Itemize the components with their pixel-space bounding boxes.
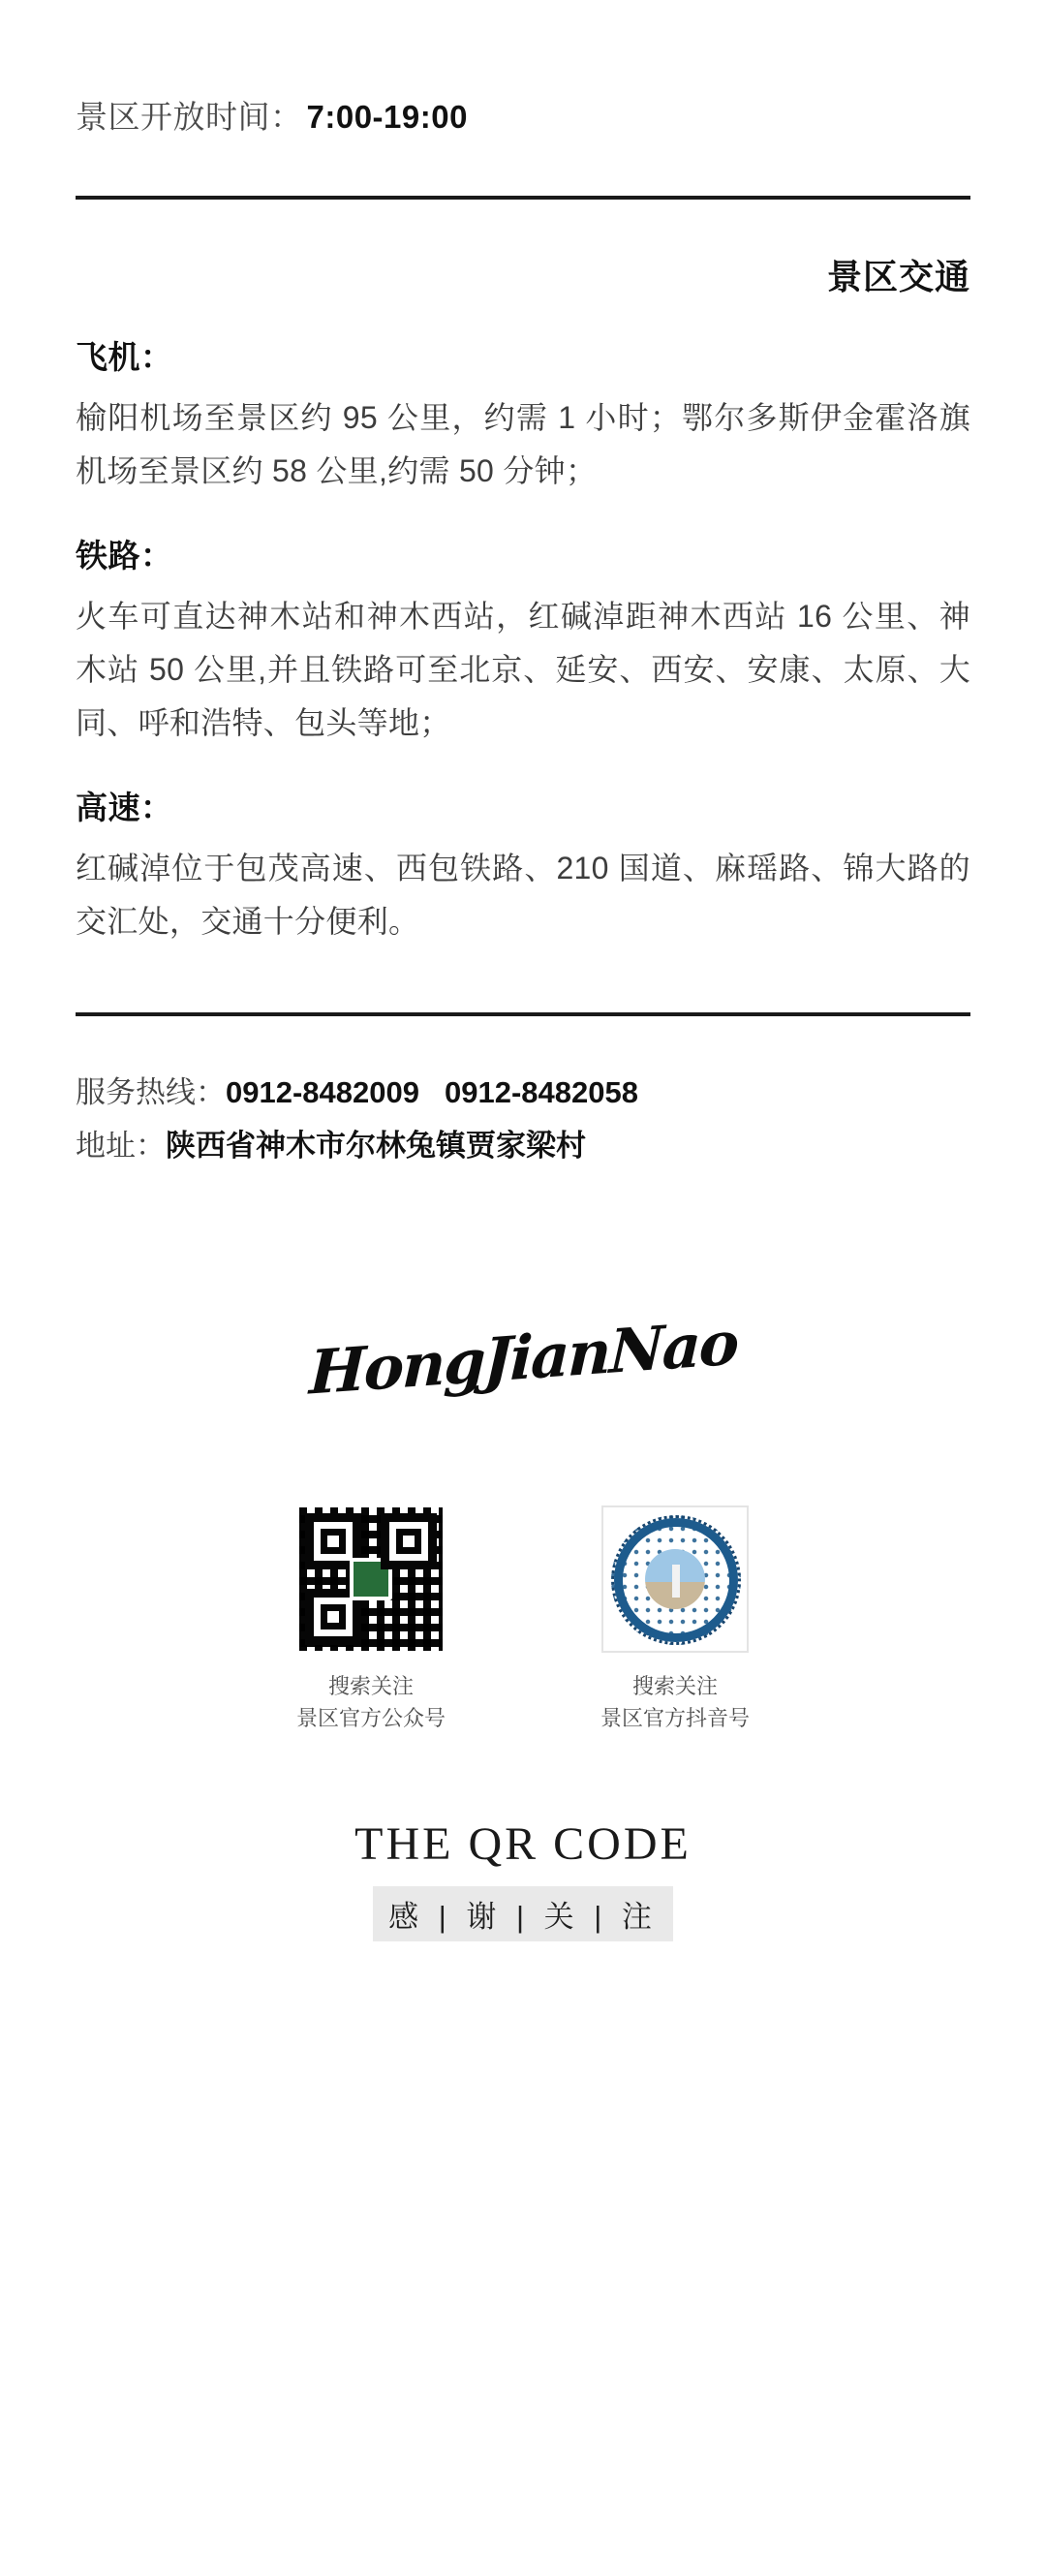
- qr-item-douyin[interactable]: [600, 1505, 750, 1734]
- block-body-air: 榆阳机场至景区约 95 公里，约需 1 小时；鄂尔多斯伊金霍洛旗机场至景区约 58 公里,约需 50 分钟；: [76, 400, 970, 489]
- transport-block-rail: [76, 531, 970, 750]
- opening-hours-value: 7:00-19:00: [306, 99, 468, 135]
- qr-caption-line1: 搜索关注: [632, 1673, 719, 1698]
- hotline-label: 服务热线：: [76, 1075, 226, 1110]
- contact-info: [76, 1067, 970, 1172]
- footer-chinese-title: 感 | 谢 | 关 | 注: [373, 1886, 673, 1941]
- qr-caption-line1: 搜索关注: [327, 1673, 414, 1698]
- footer: [76, 1817, 970, 1941]
- qr-code-row: [76, 1505, 970, 1734]
- block-body-rail: 火车可直达神木站和神木西站，红碱淖距神木西站 16 公里、神木站 50 公里,并且铁路可至北京、延安、西安、安康、太原、大同、呼和浩特、包头等地；: [76, 599, 970, 741]
- hotline-number-2[interactable]: 0912-8482058: [444, 1075, 638, 1110]
- transport-block-air: [76, 332, 970, 498]
- qr-caption-line2: 景区官方公众号: [295, 1705, 446, 1730]
- opening-hours: [76, 0, 970, 140]
- block-title-highway: 高速：: [76, 790, 173, 826]
- qr-caption-line2: 景区官方抖音号: [600, 1705, 751, 1730]
- block-title-rail: 铁路：: [76, 538, 173, 574]
- address-row: [76, 1120, 970, 1172]
- block-body-highway: 红碱淖位于包茂高速、西包铁路、210 国道、麻瑶路、锦大路的交汇处，交通十分便利。: [76, 851, 970, 940]
- address-value: 陕西省神木市尔林兔镇贾家梁村: [166, 1128, 586, 1163]
- divider-top: [76, 196, 970, 200]
- section-title-transport: 景区交通: [826, 257, 970, 297]
- transport-block-highway: [76, 783, 970, 948]
- qr-caption-douyin: [600, 1670, 750, 1734]
- signature-mark: HongJianNao: [307, 1307, 739, 1410]
- address-label: 地址：: [76, 1128, 166, 1163]
- qr-center-photo: [645, 1549, 705, 1609]
- block-title-air: 飞机：: [76, 339, 173, 376]
- qr-code-icon[interactable]: [297, 1505, 445, 1653]
- qr-caption-wechat: [296, 1670, 446, 1734]
- hotline-number-1[interactable]: 0912-8482009: [226, 1075, 419, 1110]
- hotline-row: [76, 1067, 970, 1119]
- opening-hours-label: 景区开放时间：: [76, 99, 303, 135]
- qr-code-icon[interactable]: [601, 1505, 749, 1653]
- divider-bottom: [76, 1012, 970, 1016]
- signature-block: [76, 1300, 970, 1416]
- qr-item-wechat[interactable]: [296, 1505, 446, 1734]
- footer-english-title: THE QR CODE: [354, 1817, 692, 1870]
- qr-center-logo-icon: [350, 1558, 392, 1600]
